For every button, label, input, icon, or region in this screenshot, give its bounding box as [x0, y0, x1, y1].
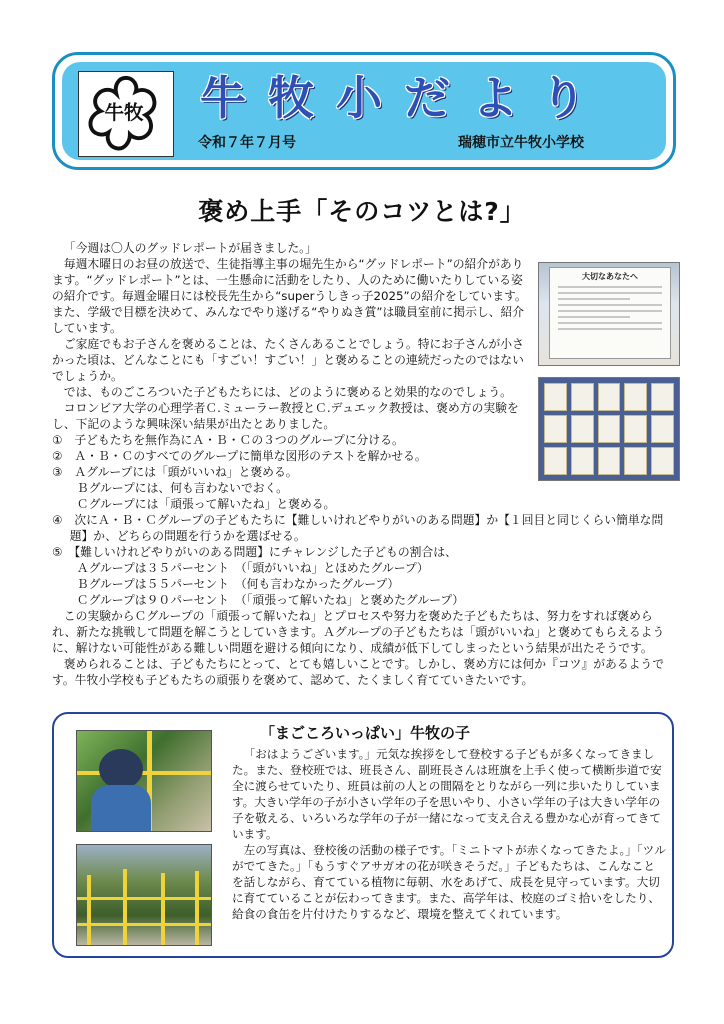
- result-line: Ｂグループは５５パーセント （何も言わなかったグループ）: [76, 577, 400, 591]
- experiment-step: ③ Ａグループには「頭がいいね」と褒める。: [52, 465, 298, 479]
- conclusion-paragraph: 褒められることは、子どもたちにとって、とても嬉しいことです。しかし、褒め方には何か『コツ』があるようです。牛牧小学校も子どもたちの頑張りを褒めて、認めて、たくましく育てていきたいです。: [52, 657, 665, 687]
- article-paragraph: コロンビア大学の心理学者Ｃ.ミューラー教授とＣ.デュエック教授は、褒め方の実験をし、下記のような興味深い結果が出たとありました。: [52, 401, 519, 431]
- feature-paragraph: 左の写真は、登校後の活動の様子です。「ミニトマトが赤くなってきたよ。」「ツルがでてきた。」「もうすぐアサガオの花が咲きそうだ。」子どもたちは、こんなことを話しながら、育てている植物に毎朝、水をあげて、成長を見守っています。大切に育てていることが伝わってきます。また、高学年は、校庭のゴミ拾いをしたり、給食の食缶を片付けたりするなど、環境を整えてくれています。: [232, 843, 666, 921]
- group-instruction: Ｃグループには「頑張って解いたね」と褒める。: [76, 497, 336, 511]
- logo-text: 牛牧: [104, 100, 144, 124]
- article-paragraph: 毎週木曜日のお昼の放送で、生徒指導主事の堀先生から“グッドレポート”の紹介があります。“グッドレポート”とは、一生懸命に活動をしたり、人のために働いたりしている姿の紹介です。毎週金曜日には校長先生から“superうしきっ子2025”の紹介をしています。また、学級で目標を決めて、みんなでやり遂げる“やりぬき賞”は職員室前に掲示し、紹介しています。: [52, 257, 527, 335]
- feature-box: [52, 712, 674, 958]
- plant-trellis-photo: [76, 844, 212, 946]
- experiment-step: ② Ａ・Ｂ・Ｃのすべてのグループに簡単な図形のテストを解かせる。: [52, 449, 427, 463]
- feature-title: 「まごころいっぱい」牛牧の子: [260, 724, 471, 742]
- poster-title: 大切なあなたへ: [582, 272, 638, 281]
- school-emblem-icon: [79, 72, 173, 156]
- school-logo: [78, 71, 174, 157]
- result-line: Ｃグループは９０パーセント （「頑張って解いたね」と褒めたグループ）: [76, 593, 465, 607]
- child-watering-photo: [76, 730, 212, 832]
- feature-paragraph: 「おはようございます。」元気な挨拶をして登校する子どもが多くなってきました。また、登校班では、班長さん、副班長さんは班旗を上手く使って横断歩道で安全に渡らせていたり、班員は前の人との間隔をとりながら一列に歩いたりしています。大きい学年の子が小さい学年の子を思いやり、小さい学年の子は大きい学年の子を敬える、いろいろな学年の子が一緒になって支え合える豊かな心が育ってきています。: [232, 747, 662, 841]
- group-instruction: Ｂグループには、何も言わないでおく。: [76, 481, 288, 495]
- header-banner-fill: [62, 62, 666, 160]
- result-line: Ａグループは３５パーセント （「頭がいいね」とほめたグループ）: [76, 561, 429, 575]
- header-banner: [52, 52, 676, 170]
- article-headline: 褒め上手「そのコツとは?」: [198, 197, 526, 226]
- experiment-step: ① 子どもたちを無作為にＡ・Ｂ・Ｃの３つのグループに分ける。: [52, 433, 404, 447]
- article-paragraph: では、ものごころついた子どもたちには、どのように褒めると効果的なのでしょう。: [63, 385, 512, 399]
- experiment-step: ⑤ 【難しいけれどやりがいのある問題】にチャレンジした子どもの割合は、: [52, 545, 457, 559]
- article-paragraph: ご家庭でもお子さんを褒めることは、たくさんあることでしょう。特にお子さんが小さかった頃は、どんなことにも「すごい！すごい！」と褒めることの連続だったのではないでしょうか。: [52, 337, 524, 383]
- experiment-step: ④ 次にＡ・Ｂ・Ｃグループの子どもたちに【難しいけれどやりがいのある問題】か【１回目と同じくらい簡単な問題】か、どちらの問題を行うかを選ばせる。: [52, 513, 664, 543]
- article-paragraph: 「今週は〇人のグッドレポートが届きました。」: [63, 241, 317, 255]
- conclusion-paragraph: この実験からＣグループの「頑張って解いたね」とプロセスや努力を褒めた子どもたちは、努力をすれば褒められ、新たな挑戦して問題を解こうとしていきます。Ａグループの子どもたちは「頭がいいね」と褒めてもらえるように、解けない可能性がある難しい問題を避ける傾向になり、成績が低下してしまったという結果が出たそうです。: [52, 609, 665, 655]
- school-name: 瑞穂市立牛牧小学校: [458, 135, 584, 151]
- feature-text: [232, 746, 666, 922]
- article-body: [52, 240, 672, 688]
- issue-date: 令和７年７月号: [198, 135, 296, 151]
- newsletter-title: 牛牧小だより: [200, 71, 608, 125]
